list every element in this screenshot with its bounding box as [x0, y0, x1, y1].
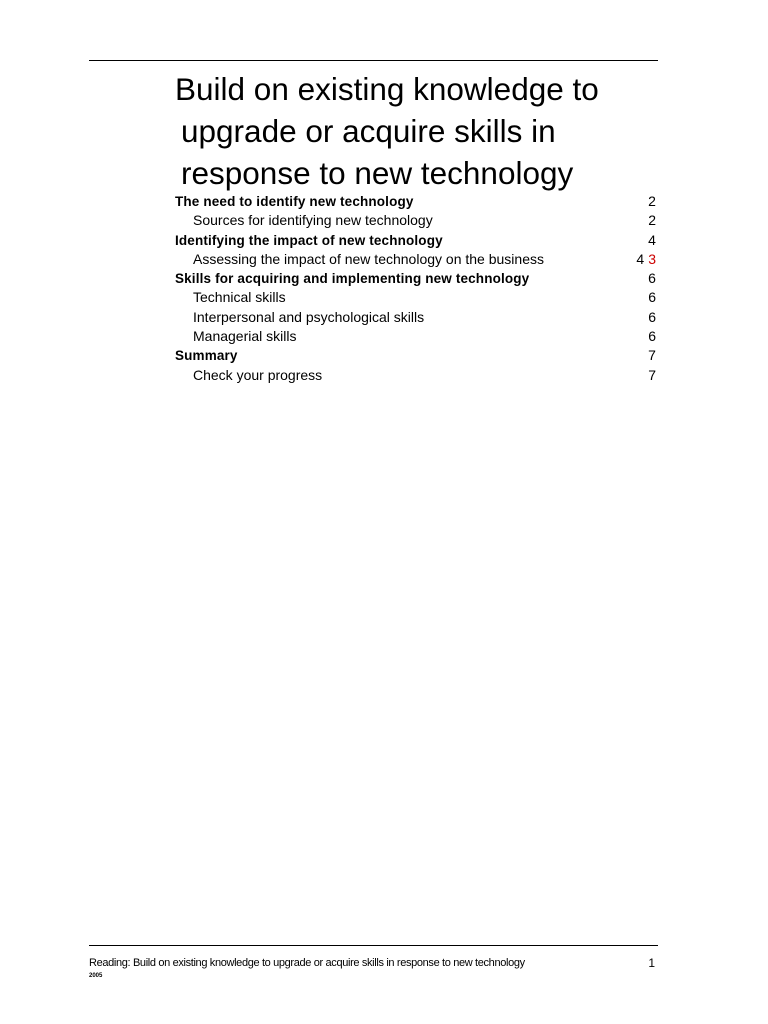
- toc-entry-text: Skills for acquiring and implementing new technology: [175, 271, 530, 287]
- toc-entry-text: Technical skills: [193, 289, 286, 306]
- table-of-contents: [175, 192, 656, 385]
- toc-entry-page: 6: [648, 328, 656, 345]
- footer-text: Reading: Build on existing knowledge to upgrade or acquire skills in response to new technology: [89, 957, 525, 969]
- toc-entry-text: Summary: [175, 348, 238, 364]
- toc-page-new: 3: [648, 250, 656, 267]
- toc-entry-page: 6: [648, 270, 656, 287]
- toc-entry-page: 7: [648, 366, 656, 383]
- toc-entry-text: Sources for identifying new technology: [193, 212, 433, 229]
- toc-entry-text: Managerial skills: [193, 328, 297, 345]
- title-line-3: response to new technology: [181, 155, 574, 191]
- toc-entry-text: Check your progress: [193, 366, 323, 383]
- footer-page-number: 1: [648, 956, 655, 970]
- toc-page-old: 4: [636, 250, 645, 267]
- toc-entry-text: Assessing the impact of new technology on the business: [193, 250, 544, 267]
- toc-entry-page-revised: [636, 250, 656, 269]
- document-title: [175, 68, 645, 194]
- toc-entry-page: 7: [648, 347, 656, 364]
- toc-entry[interactable]: [175, 346, 656, 365]
- title-line-2: upgrade or acquire skills in: [181, 113, 556, 149]
- toc-entry[interactable]: [175, 327, 656, 346]
- toc-entry[interactable]: [175, 231, 656, 250]
- header-rule: [89, 60, 658, 61]
- toc-entry-text: The need to identify new technology: [175, 194, 414, 209]
- footer-year: 2005: [89, 973, 103, 979]
- toc-entry-page: 2: [648, 212, 656, 229]
- toc-entry-page: 4: [648, 231, 656, 248]
- toc-entry-page: 2: [648, 193, 656, 209]
- toc-entry[interactable]: [175, 288, 656, 307]
- toc-entry[interactable]: [175, 192, 656, 211]
- title-line-1: Build on existing knowledge to: [175, 71, 599, 107]
- toc-entry-page: 6: [648, 308, 656, 325]
- toc-entry-text: Identifying the impact of new technology: [175, 232, 443, 248]
- page-footer: [89, 956, 655, 980]
- toc-entry[interactable]: [175, 250, 656, 269]
- footer-rule: [89, 945, 658, 946]
- toc-entry-page: 6: [648, 289, 656, 306]
- toc-entry[interactable]: [175, 269, 656, 288]
- toc-entry-text: Interpersonal and psychological skills: [193, 308, 425, 325]
- toc-entry[interactable]: [175, 366, 656, 385]
- toc-entry[interactable]: [175, 308, 656, 327]
- toc-entry[interactable]: [175, 211, 656, 230]
